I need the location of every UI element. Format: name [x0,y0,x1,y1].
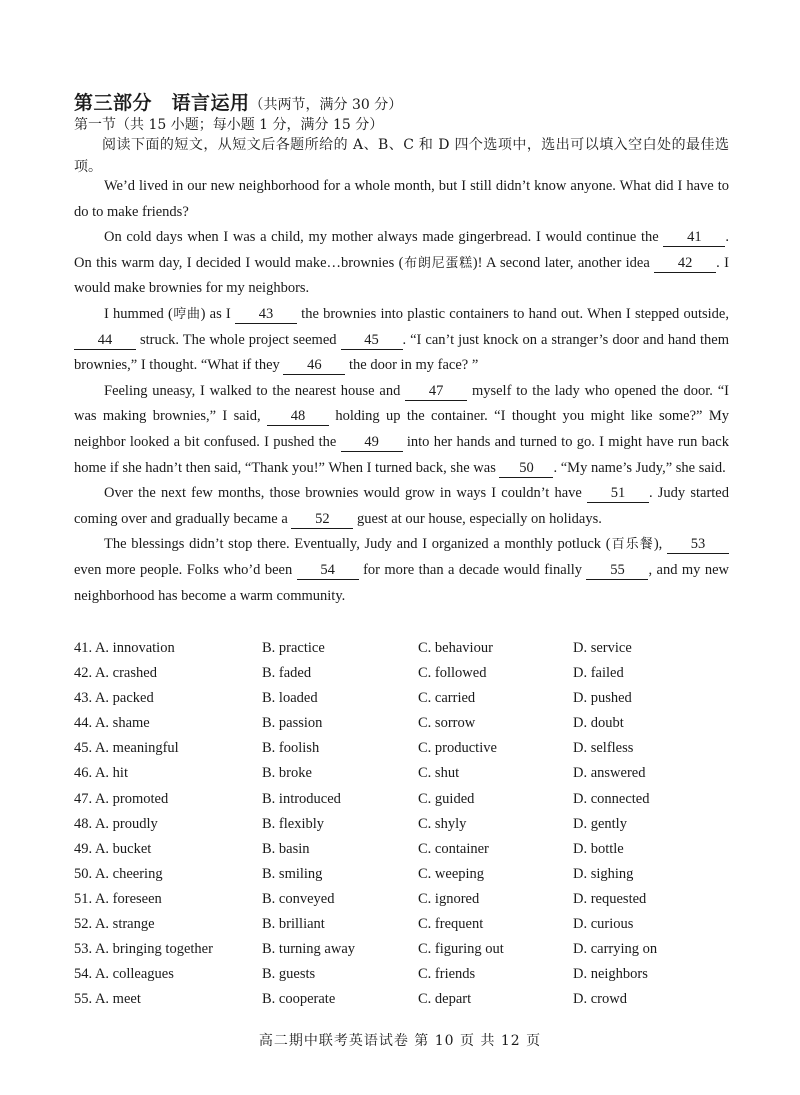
option-c: C. productive [418,740,497,757]
option-d: D. requested [573,890,647,907]
option-a: 44. A. shame [74,715,150,732]
text: ) as I [200,305,235,322]
option-row-41 [74,640,734,665]
text: Feeling uneasy, I walked to the nearest house and [104,382,406,399]
blank-48: 48 [267,408,329,426]
text: I hummed ( [104,305,173,322]
option-c: C. friends [418,966,476,983]
option-c: C. shut [418,765,460,782]
option-a: 54. A. colleagues [74,966,174,983]
option-row-50 [74,866,734,891]
option-a: 51. A. foreseen [74,890,162,907]
option-b: B. smiling [262,865,323,882]
option-c: C. figuring out [418,941,504,958]
blank-53: 53 [667,536,729,554]
answer-options [74,640,734,1016]
text: myself to the lady who opened the door. “I was making brownies,” I said, [74,382,729,425]
blank-52: 52 [291,511,353,529]
option-c: C. behaviour [418,640,493,656]
text: . Judy started coming over and gradually became a [74,485,729,527]
option-row-47 [74,791,734,816]
blank-42: 42 [654,255,716,273]
blank-46: 46 [283,357,345,375]
blank-50: 50 [499,460,553,478]
option-row-43 [74,690,734,715]
option-row-52 [74,916,734,941]
option-d: D. crowd [573,991,627,1008]
blank-47: 47 [405,383,467,401]
text: On cold days when I was a child, my mother always made gingerbread. I would continue the [104,229,664,246]
text: . I would make brownies for my neighbors. [74,254,729,297]
option-a: 45. A. meaningful [74,740,179,757]
option-row-45 [74,740,734,765]
option-d: D. neighbors [573,966,648,983]
option-d: D. failed [573,665,624,682]
section-title: 第三部分 语言运用 [74,92,250,114]
chinese-gloss: 哼曲 [172,306,201,322]
option-a: 42. A. crashed [74,665,157,682]
section-score: （共两节，满分 30 分） [249,97,403,113]
option-d: D. curious [573,916,634,933]
option-d: D. gently [573,815,627,832]
option-row-49 [74,841,734,866]
option-d: D. carrying on [573,941,658,958]
text: Over the next few months, those brownies would grow in ways I couldn’t have [104,485,588,502]
option-d: D. pushed [573,690,632,707]
option-c: C. container [418,840,489,857]
option-b: B. practice [262,640,325,656]
option-row-55 [74,991,734,1016]
chinese-gloss: 布朗尼蛋糕 [403,255,473,271]
option-a: 47. A. promoted [74,790,169,807]
text: , and my new neighborhood has become a warm community. [74,561,729,604]
paragraph-5 [74,481,729,532]
text: guest at our house, especially on holidays. [353,510,602,527]
reading-passage [74,174,729,609]
text: holding up the container. “I thought you might like some?” My neighbor looked a bit confused. I pushed the [74,408,729,450]
option-c: C. shyly [418,815,467,832]
option-c: C. ignored [418,890,480,907]
option-d: D. sighing [573,865,634,882]
option-a: 46. A. hit [74,765,128,782]
option-d: D. answered [573,765,646,782]
text: into her hands and turned to go. I might have run back home if she hadn’t then said, “Thank you!” When I turned back, she was [74,433,729,476]
blank-41: 41 [663,229,725,247]
option-c: C. frequent [418,916,484,933]
option-b: B. conveyed [262,890,335,907]
text: . “I can’t just knock on a stranger’s door and hand them brownies,” I thought. “What if they [74,331,730,374]
paragraph-6 [74,532,729,609]
option-c: C. carried [418,690,476,707]
text: The blessings didn’t stop there. Eventually, Judy and I organized a monthly potluck ( [104,536,611,553]
option-b: B. brilliant [262,916,325,933]
text: for more than a decade would finally [358,561,587,578]
option-d: D. service [573,640,632,656]
option-c: C. depart [418,991,472,1008]
option-row-53 [74,941,734,966]
blank-51: 51 [587,485,649,503]
option-row-48 [74,816,734,841]
option-row-51 [74,891,734,916]
option-a: 55. A. meet [74,991,141,1008]
option-a: 49. A. bucket [74,840,152,857]
option-d: D. selfless [573,740,634,757]
paragraph-2 [74,225,729,302]
option-d: D. doubt [573,715,624,732]
option-b: B. turning away [262,941,356,958]
text: struck. The whole project seemed [136,331,341,348]
paragraph-1: We’d lived in our new neighborhood for a whole month, but I still didn’t know anyone. What did I have to do to make friends? [74,178,729,220]
option-b: B. passion [262,715,323,732]
page-footer: 高二期中联考英语试卷 第 10 页 共 12 页 [258,1033,542,1049]
option-b: B. guests [262,966,316,983]
option-c: C. guided [418,790,475,807]
instructions: 阅读下面的短文，从短文后各题所给的 A、B、C 和 D 四个选项中，选出可以填入空白处的最佳选项。 [74,137,729,175]
option-c: C. followed [418,665,487,682]
blank-55: 55 [586,562,648,580]
chinese-gloss: 百乐餐 [610,537,654,553]
option-a: 48. A. proudly [74,815,158,832]
blank-54: 54 [297,562,359,580]
option-row-46 [74,765,734,790]
text: . “My name’s Judy,” she said. [553,459,726,476]
option-c: C. weeping [418,865,485,882]
option-b: B. loaded [262,690,318,707]
text: . On this warm day, I decided I would make…brownies ( [74,229,729,271]
option-a: 53. A. bringing together [74,941,213,958]
blank-45: 45 [341,332,403,350]
paragraph-4 [74,379,729,481]
option-a: 52. A. strange [74,916,155,933]
option-b: B. basin [262,840,310,857]
option-b: B. cooperate [262,991,336,1008]
text: ), [653,536,667,553]
text: )! A second later, another idea [472,254,655,271]
option-b: B. broke [262,765,312,782]
text: the brownies into plastic containers to hand out. When I stepped outside, [296,305,729,322]
option-a: 41. A. innovation [74,640,175,656]
option-row-44 [74,715,734,740]
blank-49: 49 [341,434,403,452]
option-b: B. flexibly [262,815,325,832]
section-header [74,88,402,115]
option-row-42 [74,665,734,690]
option-a: 50. A. cheering [74,865,163,882]
blank-44: 44 [74,332,136,350]
subsection-title: 第一节（共 15 小题；每小题 1 分，满分 15 分） [74,117,384,133]
text: the door in my face? ” [345,357,479,374]
paragraph-3 [74,302,729,379]
option-d: D. bottle [573,840,624,857]
option-a: 43. A. packed [74,690,154,707]
text: even more people. Folks who’d been [74,561,297,578]
option-b: B. foolish [262,740,320,757]
option-row-54 [74,966,734,991]
blank-43: 43 [235,306,297,324]
option-b: B. introduced [262,790,341,807]
option-d: D. connected [573,790,650,807]
option-c: C. sorrow [418,715,476,732]
option-b: B. faded [262,665,312,682]
